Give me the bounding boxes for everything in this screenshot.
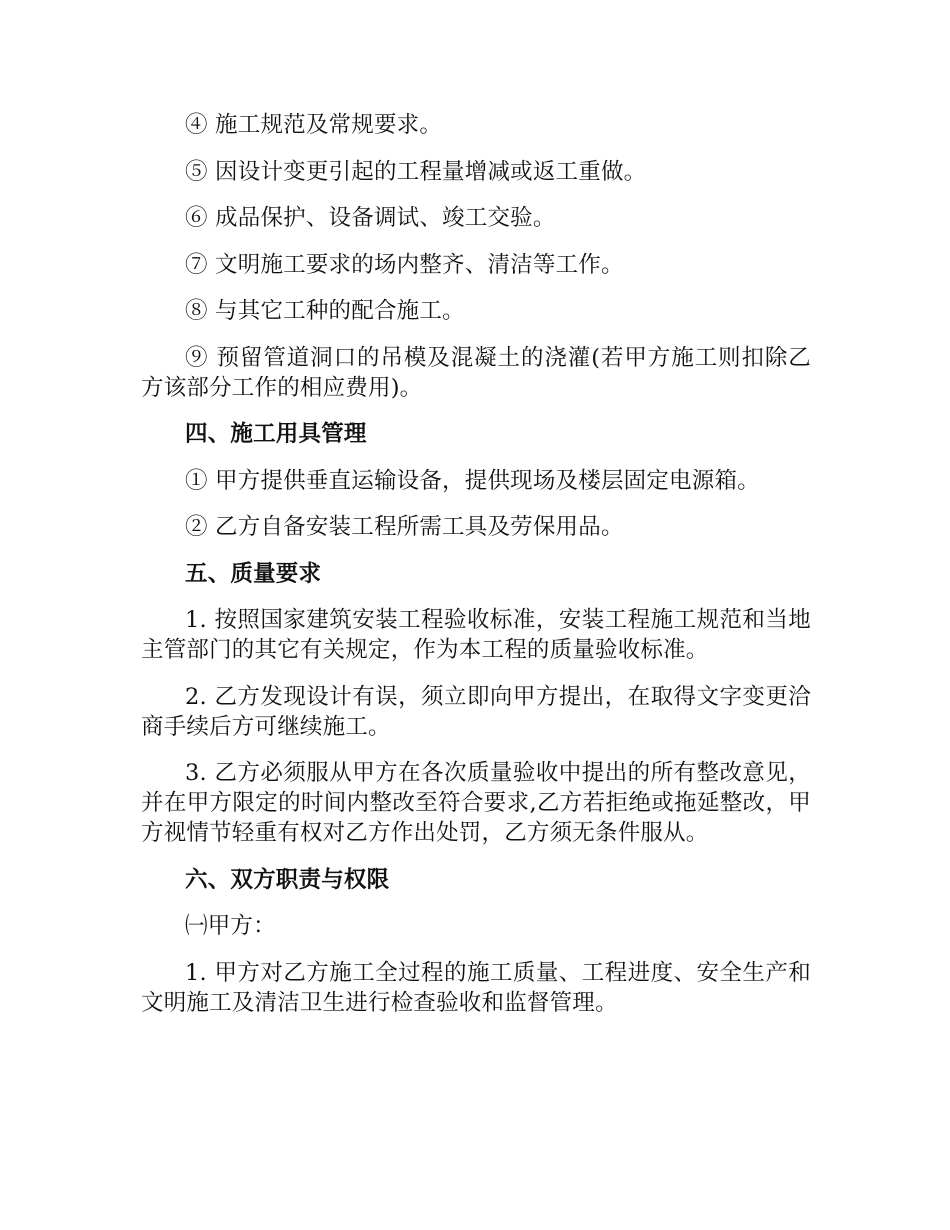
quality-item-1: 1. 按照国家建筑安装工程验收标准，安装工程施工规范和当地主管部门的其它有关规定，作为本工程的质量验收标准。 [141, 607, 811, 663]
list-item-5: ⑤ 因设计变更引起的工程量增减或返工重做。 [185, 158, 647, 185]
list-item-6: ⑥ 成品保护、设备调试、竣工交验。 [185, 205, 556, 231]
list-item-8: ⑧ 与其它工种的配合施工。 [185, 298, 465, 324]
document-body [141, 110, 811, 1018]
quality-item-3: 3. 乙方必须服从甲方在各次质量验收中提出的所有整改意见，并在甲方限定的时间内整改至符合要求,乙方若拒绝或拖延整改，甲方视情节轻重有权对乙方作出处罚，乙方须无条件服从。 [141, 760, 811, 846]
quality-item-2: 2. 乙方发现设计有误，须立即向甲方提出，在取得文字变更洽商手续后方可继续施工。 [141, 683, 811, 740]
party-a-label: ㈠甲方： [185, 913, 276, 939]
section-heading-quality: 五、质量要求 [185, 560, 322, 587]
section-heading-duties: 六、双方职责与权限 [185, 866, 390, 893]
party-a-item-1: 1. 甲方对乙方施工全过程的施工质量、工程进度、安全生产和文明施工及清洁卫生进行检查验收和监督管理。 [141, 959, 811, 1016]
list-item-4: ④ 施工规范及常规要求。 [185, 112, 443, 138]
tools-item-2: ② 乙方自备安装工程所需工具及劳保用品。 [185, 514, 624, 540]
tools-item-1: ① 甲方提供垂直运输设备，提供现场及楼层固定电源箱。 [185, 467, 760, 494]
list-item-9: ⑨ 预留管道洞口的吊模及混凝土的浇灌(若甲方施工则扣除乙方该部分工作的相应费用)。 [141, 344, 812, 401]
list-item-7: ⑦ 文明施工要求的场内整齐、清洁等工作。 [185, 251, 624, 278]
section-heading-tools: 四、施工用具管理 [185, 421, 367, 447]
